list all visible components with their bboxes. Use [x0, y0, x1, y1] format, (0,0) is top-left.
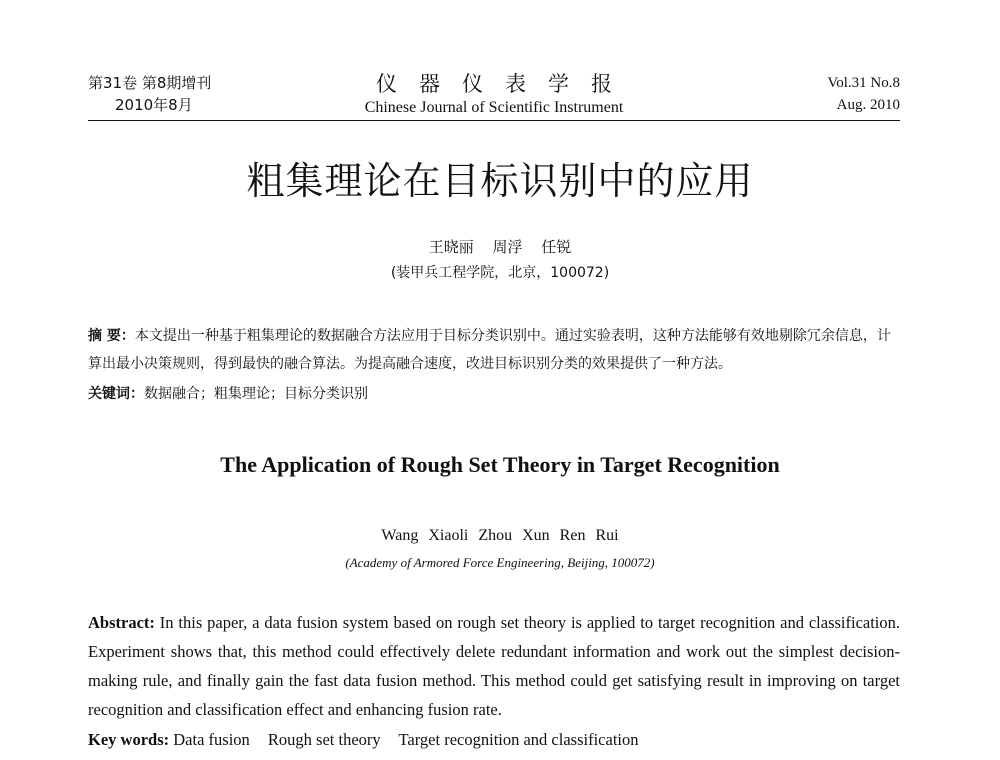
- journal-name-en: Chinese Journal of Scientific Instrument: [364, 99, 624, 116]
- keywords-en-label: Key words:: [88, 730, 170, 749]
- keywords-cn-text: 数据融合；粗集理论；目标分类识别: [144, 386, 368, 402]
- paper-title-cn: 粗集理论在目标识别中的应用: [246, 159, 754, 203]
- authors-en: Wang Xiaoli Zhou Xun Ren Rui: [381, 527, 619, 544]
- abstract-en: [88, 608, 900, 724]
- volume-info-en: [827, 72, 900, 116]
- keyword-item: Data fusion: [173, 730, 250, 749]
- abstract-cn: [88, 322, 900, 378]
- affiliation-cn: (装甲兵工程学院，北京，100072): [390, 265, 610, 281]
- keyword-item: Target recognition and classification: [398, 730, 639, 749]
- keywords-cn: [88, 380, 900, 408]
- volume-issue: 第31卷 第8期增刊: [88, 74, 212, 92]
- header-rule: [88, 120, 900, 121]
- paper-title-en: The Application of Rough Set Theory in Target Recognition: [220, 452, 780, 477]
- publication-date-cn: 2010年8月: [115, 96, 193, 114]
- journal-header: [88, 72, 900, 122]
- publication-date-en: Aug. 2010: [836, 97, 900, 113]
- affiliation-en: (Academy of Armored Force Engineering, Beijing, 100072): [345, 555, 655, 570]
- abstract-cn-text: 本文提出一种基于粗集理论的数据融合方法应用于目标分类识别中。通过实验表明，这种方法能够有效地剔除冗余信息，计算出最小决策规则，得到最快的融合算法。为提高融合速度，改进目标识别分类的效果提供了一种方法。: [88, 328, 891, 372]
- keywords-en: [88, 726, 900, 754]
- journal-name-cn: 仪器仪表学报: [376, 72, 634, 96]
- abstract-en-text: In this paper, a data fusion system based on rough set theory is applied to target recognition and classification. Experiment shows that, this method could effectively delete redundant information and work out the simplest decision-making rule, and finally gain the fast data fusion method. This method could get satisfying result in improving on target recognition and classification effect and enhancing fusion rate.: [88, 613, 901, 719]
- keywords-cn-label: 关键词：: [88, 386, 144, 402]
- keyword-item: Rough set theory: [267, 730, 381, 749]
- abstract-en-label: Abstract:: [88, 613, 155, 632]
- authors-cn: 王晓丽 周浮 任锐: [428, 238, 572, 256]
- volume-number: Vol.31 No.8: [827, 75, 900, 91]
- abstract-cn-label: 摘 要：: [88, 328, 135, 344]
- journal-name: [88, 72, 900, 120]
